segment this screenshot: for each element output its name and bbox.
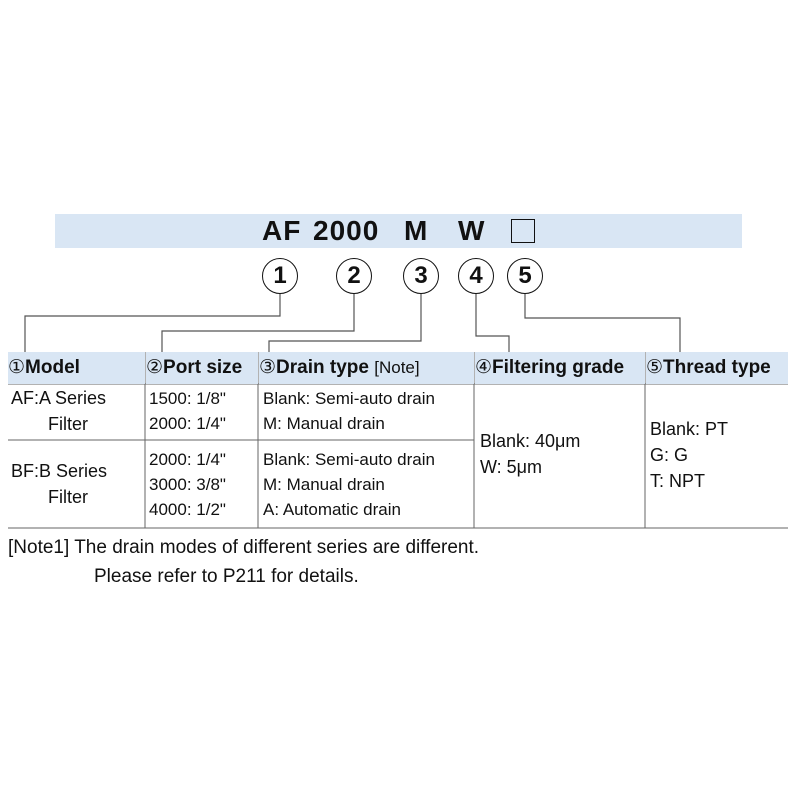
- circle-4: 4: [458, 258, 494, 294]
- circle-3: 3: [403, 258, 439, 294]
- thread-g: G: G: [650, 445, 689, 465]
- code-series: AF: [262, 215, 302, 246]
- row2-drain-2: M: Manual drain: [263, 475, 385, 494]
- circle-5: 5: [507, 258, 543, 294]
- filtering-blank: Blank: 40μm: [480, 431, 581, 451]
- row2-port-3: 4000: 1/2": [149, 500, 226, 519]
- row1-model-line2: Filter: [48, 414, 88, 434]
- row2-drain-1: Blank: Semi-auto drain: [263, 450, 435, 469]
- circle-2: 2: [336, 258, 372, 294]
- header-drain-type: ③Drain type [Note]: [259, 352, 474, 384]
- row2-port-2: 3000: 3/8": [149, 475, 226, 494]
- row2-model-line1: BF:B Series: [11, 461, 108, 481]
- row2-port-1: 2000: 1/4": [149, 450, 226, 469]
- code-filter: W: [458, 215, 486, 246]
- header-model: ①Model: [8, 352, 145, 384]
- filtering-w: W: 5μm: [480, 457, 543, 477]
- row1-drain-2: M: Manual drain: [263, 414, 385, 433]
- circle-1: 1: [262, 258, 298, 294]
- row1-port-2: 2000: 1/4": [149, 414, 226, 433]
- row1-model-line1: AF:A Series: [11, 388, 107, 408]
- code-drain: M: [404, 215, 429, 246]
- header-port-size: ②Port size: [146, 352, 258, 384]
- header-filtering-grade: ④Filtering grade: [475, 352, 645, 384]
- row1-drain-1: Blank: Semi-auto drain: [263, 389, 435, 408]
- code-port-size: 2000: [313, 215, 380, 246]
- thread-t: T: NPT: [650, 471, 706, 491]
- note-line-2: Please refer to P211 for details.: [94, 566, 359, 587]
- note-line-1: [Note1] The drain modes of different series are different.: [8, 537, 480, 558]
- header-thread-type: ⑤Thread type: [646, 352, 788, 384]
- row1-port-1: 1500: 1/8": [149, 389, 226, 408]
- row2-model-line2: Filter: [48, 487, 88, 507]
- thread-blank: Blank: PT: [650, 419, 729, 439]
- row2-drain-3: A: Automatic drain: [263, 500, 401, 519]
